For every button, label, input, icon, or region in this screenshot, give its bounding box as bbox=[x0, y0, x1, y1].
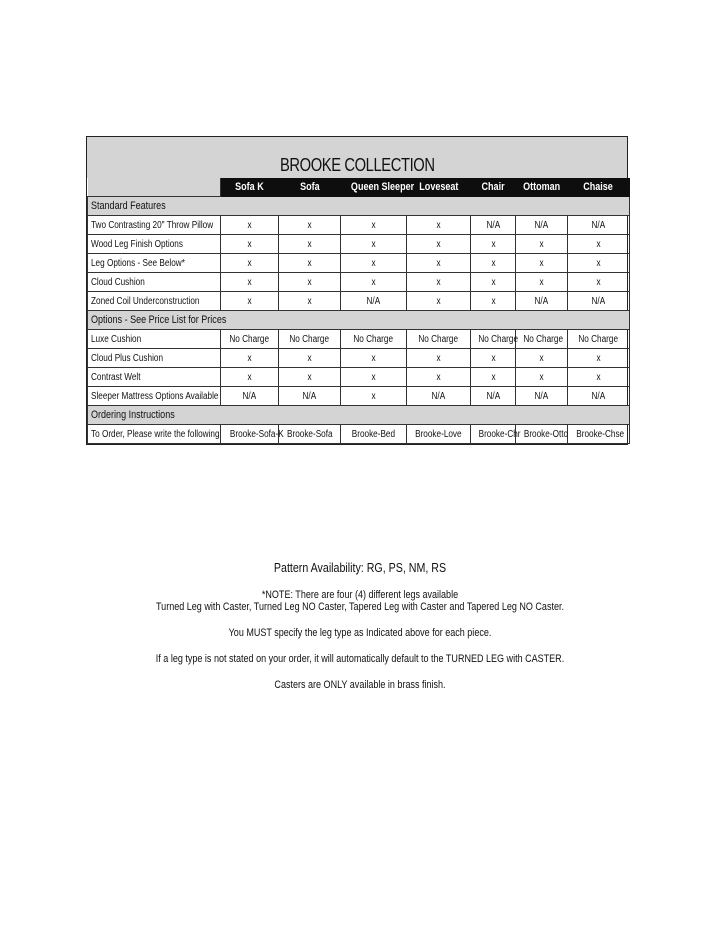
table-cell: x bbox=[471, 368, 516, 387]
section-heading: Options - See Price List for Prices bbox=[88, 311, 630, 330]
table-cell: x bbox=[279, 235, 341, 254]
section-heading-row bbox=[88, 406, 630, 425]
table-cell: No Charge bbox=[516, 330, 568, 349]
leg-types-list: Turned Leg with Caster, Turned Leg NO Caster, Tapered Leg with Caster and Tapered Leg NO Caster. bbox=[156, 601, 564, 613]
table-cell: Brooke-Bed bbox=[341, 425, 407, 444]
table-cell: x bbox=[341, 387, 407, 406]
column-header: Ottoman bbox=[516, 178, 568, 197]
table-cell: x bbox=[279, 273, 341, 292]
table-cell: N/A bbox=[516, 387, 568, 406]
table-cell: x bbox=[471, 273, 516, 292]
table-cell: x bbox=[407, 368, 471, 387]
table-cell: x bbox=[471, 349, 516, 368]
table-row bbox=[88, 368, 630, 387]
row-label: Luxe Cushion bbox=[88, 330, 221, 349]
table-cell: x bbox=[407, 254, 471, 273]
column-header: Sofa bbox=[279, 178, 341, 197]
row-label: Leg Options - See Below* bbox=[88, 254, 221, 273]
table-cell: N/A bbox=[471, 216, 516, 235]
table-cell: N/A bbox=[407, 387, 471, 406]
row-label: Cloud Plus Cushion bbox=[88, 349, 221, 368]
table-cell: No Charge bbox=[471, 330, 516, 349]
table-title-bar bbox=[87, 137, 627, 178]
table-cell: N/A bbox=[568, 292, 630, 311]
table-cell: x bbox=[341, 349, 407, 368]
features-table bbox=[87, 178, 630, 444]
table-cell: x bbox=[279, 254, 341, 273]
column-header-row bbox=[88, 178, 630, 197]
column-header: Sofa K bbox=[221, 178, 279, 197]
column-header: Loveseat bbox=[407, 178, 471, 197]
table-cell: x bbox=[279, 349, 341, 368]
table-cell: x bbox=[341, 254, 407, 273]
row-label: Sleeper Mattress Options Available bbox=[88, 387, 221, 406]
table-cell: N/A bbox=[221, 387, 279, 406]
row-label: Zoned Coil Underconstruction bbox=[88, 292, 221, 311]
table-cell: Brooke-Chr bbox=[471, 425, 516, 444]
table-row bbox=[88, 273, 630, 292]
table-cell: x bbox=[221, 216, 279, 235]
table-cell: x bbox=[516, 273, 568, 292]
table-cell: N/A bbox=[568, 216, 630, 235]
table-cell: N/A bbox=[568, 387, 630, 406]
table-cell: Brooke-Chse bbox=[568, 425, 630, 444]
table-cell: x bbox=[341, 235, 407, 254]
table-cell: Brooke-Sofa bbox=[279, 425, 341, 444]
table-title: BROOKE COLLECTION bbox=[279, 155, 435, 175]
section-heading: Standard Features bbox=[88, 197, 630, 216]
table-cell: x bbox=[279, 368, 341, 387]
table-cell: x bbox=[568, 235, 630, 254]
brooke-collection-table bbox=[86, 136, 628, 445]
table-row bbox=[88, 349, 630, 368]
table-cell: x bbox=[407, 273, 471, 292]
table-cell: x bbox=[341, 273, 407, 292]
table-cell: No Charge bbox=[407, 330, 471, 349]
header-blank-cell bbox=[88, 178, 221, 197]
table-cell: x bbox=[568, 349, 630, 368]
table-cell: No Charge bbox=[221, 330, 279, 349]
notes-section bbox=[0, 560, 720, 691]
leg-note: *NOTE: There are four (4) different legs available bbox=[261, 589, 459, 601]
row-label: Contrast Welt bbox=[88, 368, 221, 387]
section-heading-row bbox=[88, 197, 630, 216]
column-header: Queen Sleeper bbox=[341, 178, 407, 197]
table-cell: No Charge bbox=[568, 330, 630, 349]
table-cell: x bbox=[471, 235, 516, 254]
caster-finish-note: Casters are ONLY available in brass finish. bbox=[274, 679, 446, 691]
row-label: Cloud Cushion bbox=[88, 273, 221, 292]
table-cell: Brooke-Otto bbox=[516, 425, 568, 444]
table-cell: x bbox=[221, 254, 279, 273]
table-row bbox=[88, 235, 630, 254]
column-header: Chaise bbox=[568, 178, 630, 197]
table-cell: Brooke-Love bbox=[407, 425, 471, 444]
table-cell: x bbox=[568, 254, 630, 273]
table-cell: x bbox=[568, 368, 630, 387]
row-label: To Order, Please write the following bbox=[88, 425, 221, 444]
leg-default-note: If a leg type is not stated on your order, it will automatically default to the TURNED LEG with CASTER. bbox=[155, 653, 565, 665]
table-cell: No Charge bbox=[279, 330, 341, 349]
table-cell: N/A bbox=[471, 387, 516, 406]
table-cell: x bbox=[516, 368, 568, 387]
table-cell: x bbox=[516, 254, 568, 273]
table-cell: x bbox=[221, 273, 279, 292]
table-cell: x bbox=[221, 292, 279, 311]
table-cell: x bbox=[221, 368, 279, 387]
table-cell: N/A bbox=[279, 387, 341, 406]
table-cell: No Charge bbox=[341, 330, 407, 349]
table-cell: N/A bbox=[341, 292, 407, 311]
table-cell: x bbox=[516, 349, 568, 368]
table-cell: x bbox=[568, 273, 630, 292]
row-label: Two Contrasting 20" Throw Pillow bbox=[88, 216, 221, 235]
table-row bbox=[88, 254, 630, 273]
leg-specify-note: You MUST specify the leg type as Indicated above for each piece. bbox=[228, 627, 492, 639]
table-row bbox=[88, 292, 630, 311]
table-cell: x bbox=[471, 254, 516, 273]
table-row bbox=[88, 387, 630, 406]
table-cell: x bbox=[407, 292, 471, 311]
table-cell: N/A bbox=[516, 292, 568, 311]
pattern-availability: Pattern Availability: RG, PS, NM, RS bbox=[273, 560, 447, 575]
table-cell: N/A bbox=[516, 216, 568, 235]
table-row bbox=[88, 330, 630, 349]
table-cell: x bbox=[221, 235, 279, 254]
table-row bbox=[88, 216, 630, 235]
column-header: Chair bbox=[471, 178, 516, 197]
table-cell: x bbox=[516, 235, 568, 254]
table-row bbox=[88, 425, 630, 444]
section-heading-row bbox=[88, 311, 630, 330]
table-cell: x bbox=[407, 216, 471, 235]
table-cell: x bbox=[279, 216, 341, 235]
section-heading: Ordering Instructions bbox=[88, 406, 630, 425]
table-cell: x bbox=[279, 292, 341, 311]
table-cell: x bbox=[341, 216, 407, 235]
table-cell: x bbox=[221, 349, 279, 368]
table-cell: Brooke-Sofa-K bbox=[221, 425, 279, 444]
table-cell: x bbox=[407, 235, 471, 254]
table-cell: x bbox=[471, 292, 516, 311]
table-cell: x bbox=[407, 349, 471, 368]
table-cell: x bbox=[341, 368, 407, 387]
row-label: Wood Leg Finish Options bbox=[88, 235, 221, 254]
